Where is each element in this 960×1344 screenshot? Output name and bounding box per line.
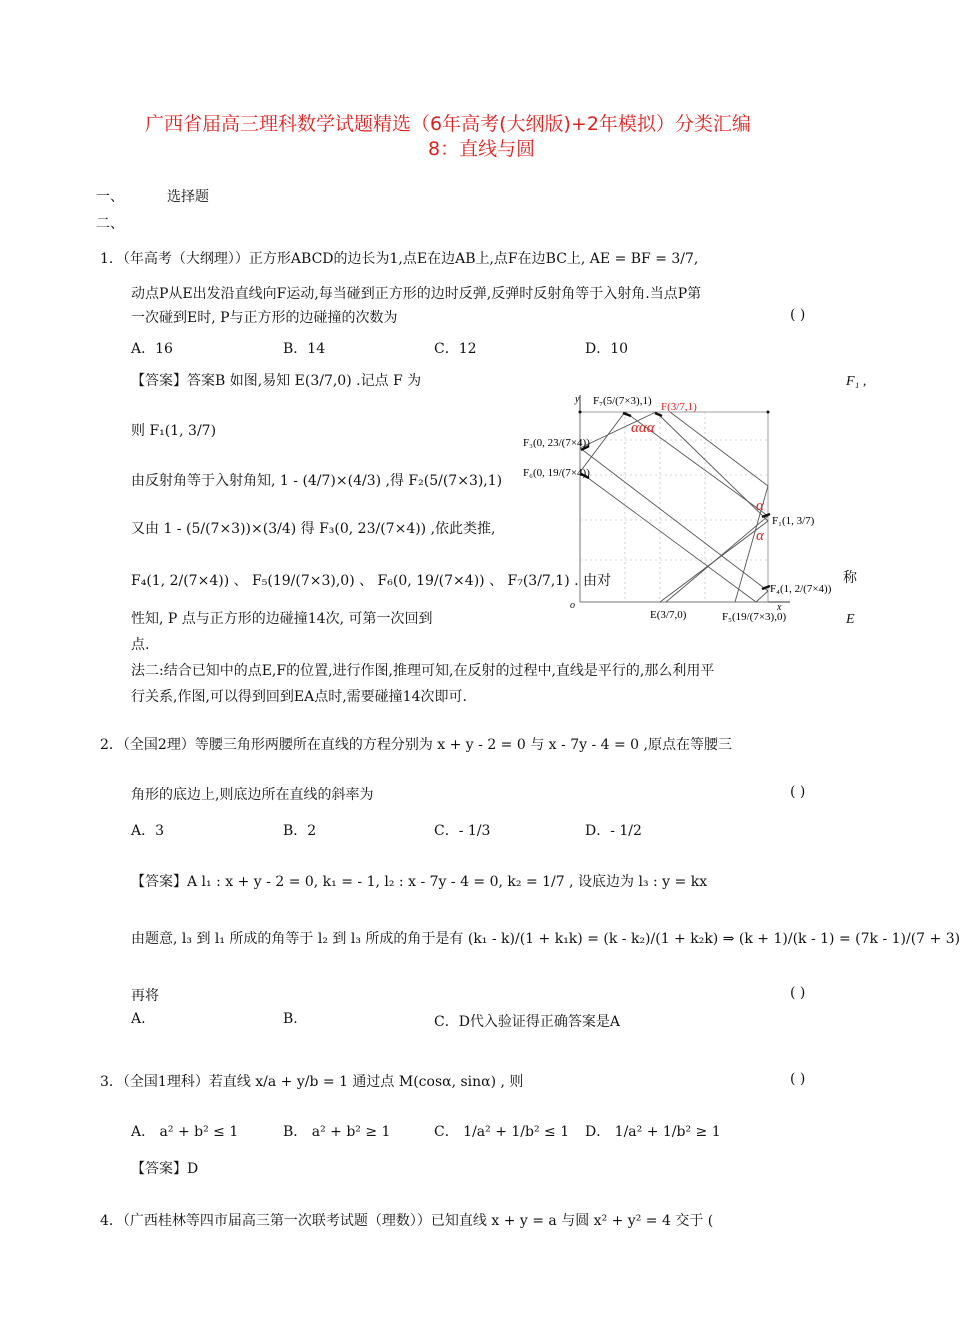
label-alphas: ααα [631, 420, 655, 436]
unit-square [580, 412, 768, 602]
q1-method2-line2: 行关系,作图,可以得到回到EA点时,需要碰撞14次即可. [131, 689, 467, 705]
q3-option-b: B． a² + b² ≥ 1 [283, 1124, 391, 1140]
section-number-2: 二、 [96, 216, 124, 232]
label-f1: F₁(1, 3/7) [772, 515, 815, 527]
document-title-line1: 广西省届高三理科数学试题精选（6年高考(大纲版)+2年模拟）分类汇编 [145, 113, 751, 135]
q3-option-d: D． 1/a² + 1/b² ≥ 1 [585, 1124, 721, 1140]
q2-answer-line3-paren: ( ) [790, 985, 806, 1001]
q2-answer-line4-b: B. [283, 1011, 298, 1027]
q2-answer-line4-a: A. [131, 1011, 146, 1027]
q2-answer-line1: 【答案】A l₁ : x + y - 2 = 0, k₁ = - 1, l₂ : x - 7y - 4 = 0, k₂ = 1/7 , 设底边为 l₃ : y = kx [131, 874, 708, 890]
q2-answer-line4-c: C．D代入验证得正确答案是A [434, 1014, 621, 1030]
q1-stem-line1: 1．（年高考（大纲理））正方形ABCD的边长为1,点E在边AB上,点F在边BC上, AE = BF = 3/7, [100, 251, 699, 267]
document-title-line2: 8：直线与圆 [428, 138, 536, 160]
q1-method2-line1: 法二:结合已知中的点E,F的位置,进行作图,推理可知,在反射的过程中,直线是平行的,那么利用平 [131, 663, 715, 679]
section-label-1: 选择题 [167, 189, 209, 205]
q1-answer-line5: F₄(1, 2/(7×4)) 、 F₅(19/(7×3),0) 、 F₆(0, 19/(7×4)) 、 F₇(3/7,1) . 由对 [131, 573, 612, 589]
q1-answer-line6-right: E [846, 612, 855, 627]
q4-stem: 4．（广西桂林等四市届高三第一次联考试题（理数））已知直线 x + y = a 与圆 x² + y² = 4 交于 ( [100, 1213, 714, 1229]
label-y-axis: y [575, 394, 580, 405]
label-f-red: F(3/7,1) [661, 401, 697, 413]
q2-option-d: D．- 1/2 [585, 823, 642, 839]
q1-answer-line4: 又由 1 - (5/(7×3))×(3/4) 得 F₃(0, 23/(7×4)) ,依此类推, [131, 521, 496, 537]
q2-answer-paren: ( ) [790, 784, 806, 800]
q2-option-a: A．3 [131, 823, 165, 839]
reflection-diagram [515, 380, 832, 635]
q2-option-c: C．- 1/3 [434, 823, 491, 839]
q2-stem-line1: 2．（全国2理）等腰三角形两腰所在直线的方程分别为 x + y - 2 = 0 与 x - 7y - 4 = 0 ,原点在等腰三 [100, 737, 732, 753]
label-f4: F₄(1, 2/(7×4)) [770, 583, 832, 595]
label-e: E(3/7,0) [650, 609, 687, 621]
q3-option-c: C． 1/a² + 1/b² ≤ 1 [434, 1124, 570, 1140]
q1-stem-line3: 一次碰到E时, P与正方形的边碰撞的次数为 [131, 310, 398, 326]
q3-answer: 【答案】D [131, 1161, 199, 1177]
label-f5: F₅(19/(7×3),0) [722, 611, 787, 623]
label-alpha-upper: α [756, 498, 764, 514]
q1-answer-line1-right: F₁ , [846, 374, 867, 389]
q3-stem: 3．（全国1理科）若直线 x/a + y/b = 1 通过点 M(cosα, sinα) , 则 [100, 1074, 524, 1090]
q2-option-b: B．2 [283, 823, 317, 839]
q2-stem-line2: 角形的底边上,则底边所在直线的斜率为 [131, 787, 374, 803]
q1-answer-line1: 【答案】答案B 如图,易知 E(3/7,0) .记点 F 为 [131, 373, 422, 389]
q1-answer-line3: 由反射角等于入射角知, 1 - (4/7)×(4/3) ,得 F₂(5/(7×3),1) [131, 473, 503, 489]
q3-option-a: A． a² + b² ≤ 1 [131, 1124, 239, 1140]
label-x-axis: x [777, 602, 782, 613]
label-alpha-lower: α [756, 528, 764, 544]
q1-option-b: B．14 [283, 341, 326, 357]
q1-option-d: D．10 [585, 341, 629, 357]
q2-answer-line3: 再将 [131, 988, 159, 1004]
grid-lines [580, 412, 768, 602]
section-number-1: 一、 [96, 189, 124, 205]
label-f7: F₇(5/(7×3),1) [593, 395, 652, 407]
q1-answer-line7: 点. [131, 637, 150, 653]
q1-stem-line2: 动点P从E出发沿直线向F运动,每当碰到正方形的边时反弹,反弹时反射角等于入射角.当点P第 [131, 286, 702, 302]
q1-option-a: A．16 [131, 341, 173, 357]
q2-answer-line2: 由题意, l₃ 到 l₁ 所成的角等于 l₂ 到 l₃ 所成的角于是有 (k₁ - k)/(1 + k₁k) = (k - k₂)/(1 + k₂k) ⇒ (k + 1)/(k - 1) = (7k - 1)/(7 + 3) [131, 931, 960, 947]
label-f6: F₆(0, 19/(7×4)) [523, 467, 590, 479]
label-origin: o [570, 600, 575, 611]
q1-option-c: C．12 [434, 341, 477, 357]
q1-answer-line6: 性知, P 点与正方形的边碰撞14次, 可第一次回到 [131, 611, 433, 627]
q1-answer-line5-right: 称 [843, 570, 857, 586]
q1-answer-line2: 则 F₁(1, 3/7) [131, 423, 217, 439]
q1-answer-paren: ( ) [790, 307, 806, 323]
q3-answer-paren: ( ) [790, 1071, 806, 1087]
reflection-path [580, 412, 768, 602]
label-f3: F₃(0, 23/(7×4)) [523, 437, 590, 449]
impact-marks [581, 413, 770, 589]
